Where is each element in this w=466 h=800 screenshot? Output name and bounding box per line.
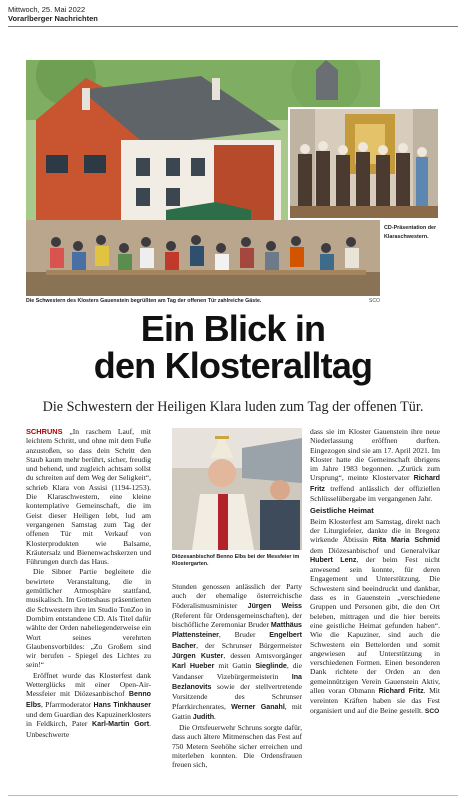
text-run: mit Gattin	[214, 661, 256, 671]
header-rule	[8, 26, 458, 27]
person-name: Hans Tinkhauser	[93, 700, 151, 709]
text-run: (Referent für Ordensgemeinschaften), der bischöfliche Zeremoniar Bruder	[172, 610, 302, 630]
person-name: Karl-Martin Gort	[92, 720, 150, 729]
person-name: Rita Maria Schmid	[372, 536, 441, 545]
inset-photo-caption: CD-Präsentation der Klaraschwestern.	[384, 225, 437, 240]
text-run: .	[214, 711, 216, 721]
mid-photo-caption: Diözesanbischof Benno Elbs bei der Messfeier im Klostergarten.	[172, 554, 300, 568]
col3-paragraph-2	[310, 517, 440, 716]
person-name: Judith	[192, 712, 215, 721]
col1-paragraph-1: „In raschem Lauf, mit leichtem Schritt, und ohne mit dem Fuße anzustoßen, so dass dein Schritt den Staub kaum mehr berührt, sicher, freudig und behend, und zugleich achtsam sollst du schreiten auf dem Weg der Seligkeit“, schrieb Klara von Assisi (1194-1253). Die Klaraschwestern, eine kleine kontemplative Gemeinschaft, die im Geist dieser Heiligen lebt, lud am vergangenen Samstag zum Tag der offenen Tür mit Verkauf von Klosterprodukten wie Balsame, Kräutersalz und Bienenwachskerzen und Führungen durch das Haus.	[26, 427, 151, 567]
person-name: Hubert Lenz	[310, 555, 357, 564]
col2-paragraph-2: Die Ortsfeuerwehr Schruns sorgte dafür, dass auch ältere Mitmenschen das Fest auf 750 Metern Seehöhe sicher erreichen und miterleben konnten. Die Ordensfrauen freuen sich,	[172, 723, 302, 770]
col2-paragraph-1	[172, 582, 302, 722]
sisters-illustration	[290, 109, 438, 218]
publication-name: Vorarlberger Nachrichten	[8, 14, 98, 23]
person-name: Sieglinde	[255, 662, 287, 671]
mid-photo-bishop	[172, 428, 302, 550]
text-run: , dessen Amtsvorgänger	[223, 651, 302, 661]
col3-paragraph-1	[310, 427, 440, 503]
col1-paragraph-2: Die Sibner Partie begleitete die bewirtete Veranstaltung, die in gemütlicher Atmosphäre stattfand, musikalisch. Im Gotteshaus präsentierten die Schwestern ihre im Studio TonZoo in Dornbirn entstandene CD. Als Titel dafür wählte der Orden naheliegenderweise ein Wort seines verehrten Glaubensvorbildes: „Zu Großem sind wir berufen - Spiegel des Lichtes zu sein!“	[26, 567, 151, 670]
article-subheadline: Die Schwestern der Heiligen Klara luden zum Tag der offenen Tür.	[42, 399, 424, 415]
col1-paragraph-3	[26, 671, 151, 739]
person-name: Jürgen Kuster	[172, 652, 224, 661]
bishop-illustration	[172, 428, 302, 550]
text-run: . Unbeschwerte	[26, 719, 151, 739]
text-run: dem Diözesanbischof und Generalvikar	[310, 545, 440, 555]
text-run: , Bruder	[218, 630, 270, 640]
footer-rule	[8, 795, 458, 796]
article-column-1	[26, 427, 151, 740]
headline-line-2: den Klosteralltag	[93, 345, 373, 386]
person-name: Matthäus Plattensteiner	[172, 621, 302, 640]
text-run: , mit Gattin	[172, 701, 302, 721]
main-photo-caption: Die Schwestern des Klosters Gauenstein begrüßten am Tag der offenen Tür zahlreiche Gäste.	[26, 298, 262, 304]
text-run: und dem Guardian des Kapuzinerklosters in Feldkirch, Pater	[26, 709, 151, 729]
author-signature: SCO	[424, 707, 440, 715]
text-run: Beim Klosterfest am Samstag, direkt nach der Liturgiefeier, dankte die in Bregenz wirkende Äbtissin	[310, 516, 440, 545]
person-name: Benno Elbs	[26, 690, 151, 709]
section-subheading: Geistliche Heimat	[310, 506, 374, 516]
text-run: Stunden genossen anlässlich der Party auch der ehemalige österreichische Föderalismusminister	[172, 582, 302, 610]
inset-photo-cd-presentation	[288, 107, 440, 220]
article-column-2	[172, 582, 302, 771]
person-name: Engelbert Bacher	[172, 631, 302, 650]
article-column-3	[310, 427, 440, 717]
person-name: Richard Fritz	[310, 474, 440, 493]
dateline-location: SCHRUNS	[26, 427, 63, 436]
person-name: Werner Ganahl	[231, 702, 285, 711]
person-name: Richard Fritz	[378, 687, 424, 696]
text-run: sowie der stellvertretende Vorsitzende des Schrunser Pfarrkirchenrates,	[172, 681, 302, 711]
person-name: Karl Hueber	[172, 662, 215, 671]
main-photo-credit: SCO	[369, 298, 380, 304]
headline-line-1: Ein Blick in	[140, 308, 326, 349]
text-run: . Mit vereinten Kräften haben sie das Fest organisiert und auf die Beine gestellt.	[310, 686, 440, 715]
text-run: , der Schrunser Bürgermeister	[196, 640, 302, 650]
text-run: , der beim Fest nicht anwesend sein konnte, für deren Engagement und Unterstützung. Die Schwestern sind beeindruckt und dankbar, dass es in Gauenstein „verschiedene Gruppen und Personen gibt, die den Ort beleben, mittragen und die hier bereits eine geistliche Heimat gefunden haben“. Wie die Kapuziner, sind auch die Schwestern ein Bettelorden und somit angewiesen auf Unterstützung in verschiedenen Formen. Einen besonderen Dank richtete der Orden an den gemeinnützigen Verein Gauenstein Aktiv, allen voran Obmann	[310, 554, 440, 696]
issue-date: Mittwoch, 25. Mai 2022	[8, 5, 86, 14]
article-headline	[0, 310, 466, 384]
person-name: Jürgen Weiss	[247, 601, 302, 610]
text-run: , die Vandanser Vizebürgermeisterin	[172, 661, 302, 681]
text-run: , Pfarrmoderator	[40, 699, 94, 709]
text-run: treffend anlässlich der offiziellen Schlüsselübergabe im vergangenen Jahr.	[310, 483, 440, 504]
text-run: Eröffnet wurde das Klosterfest dank Wetterglücks mit einer Open-Air-Messfeier mit Diözesanbischof	[26, 670, 151, 699]
person-name: Ina Bezlanovits	[172, 672, 302, 691]
text-run: dass sie im Kloster Gauenstein ihre neue Niederlassung eröffnen durften. Eingezogen sind sie am 17. April 2021. Im Kloster hatte die Gemeinschaft übrigens im Jahre 1983 begonnen. „Zurück zum Ursprung“, meinte Klostervater	[310, 427, 440, 483]
page-header	[8, 5, 98, 23]
